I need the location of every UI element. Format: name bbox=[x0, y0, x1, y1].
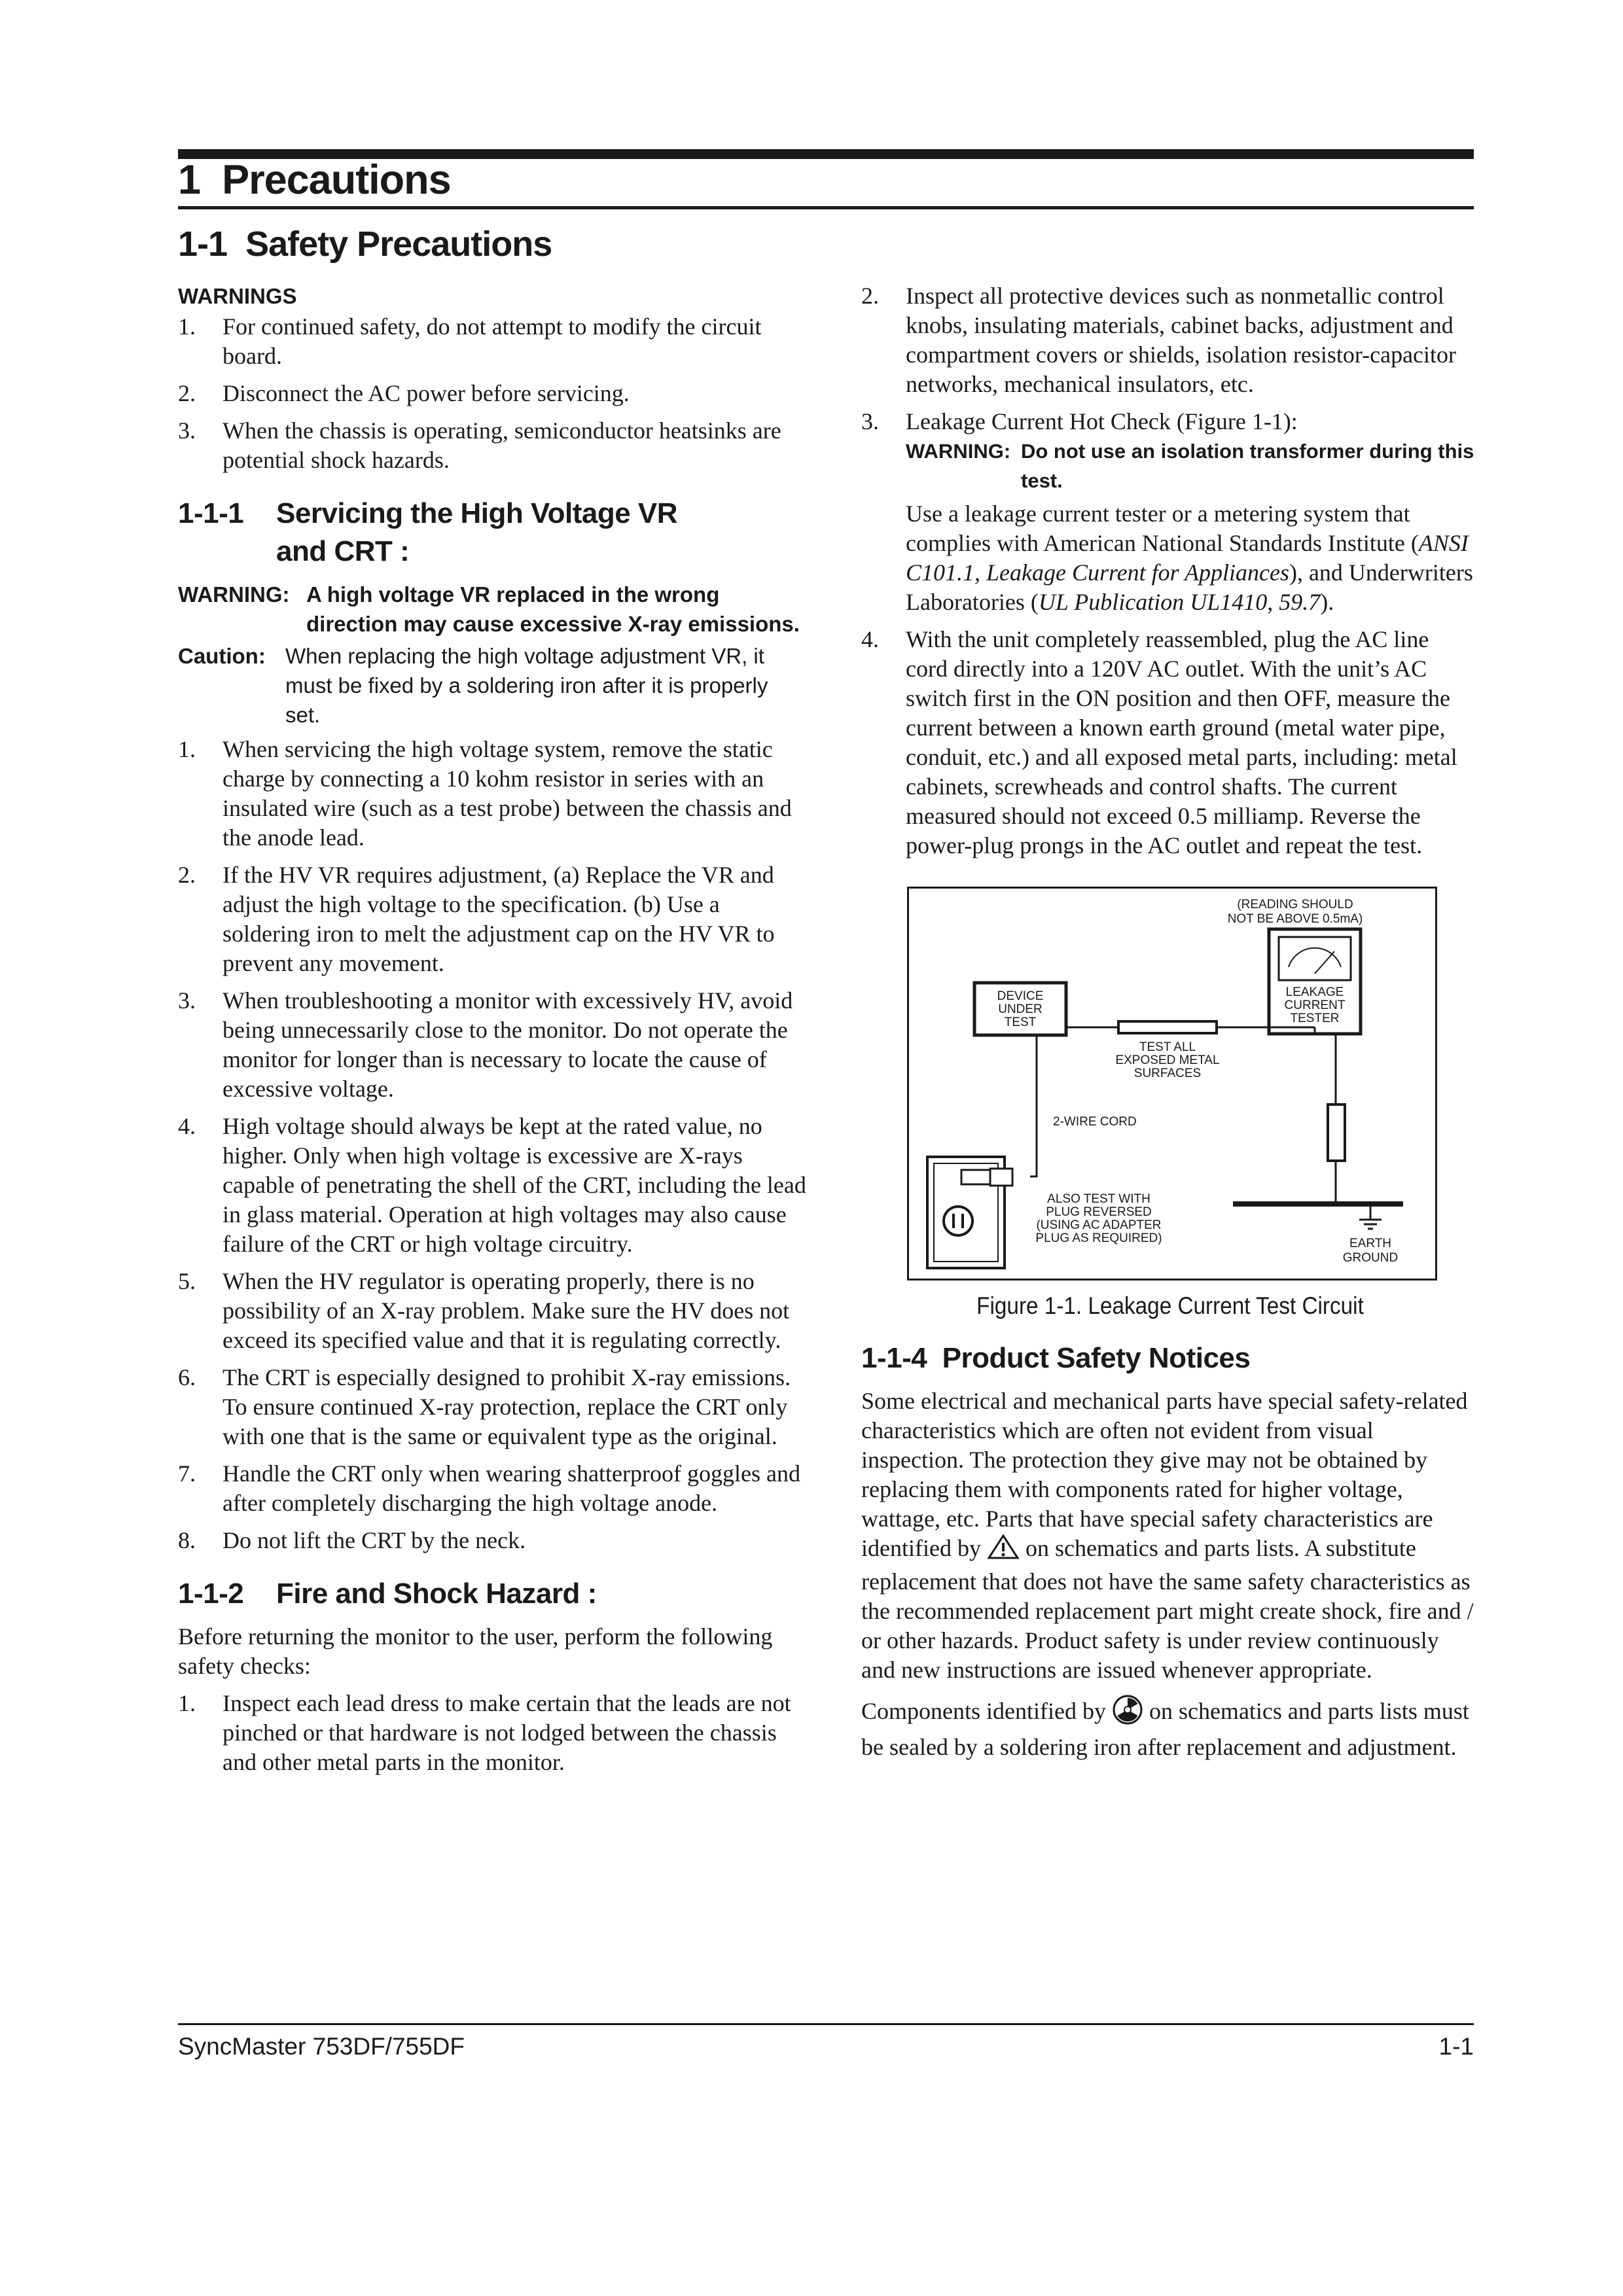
section-number: 1-1 bbox=[178, 224, 228, 264]
tester-label-line2: CURRENT bbox=[1284, 998, 1346, 1012]
cord-label: 2-WIRE CORD bbox=[1053, 1115, 1137, 1129]
hv-warning bbox=[178, 580, 806, 639]
item-text: Do not lift the CRT by the neck. bbox=[223, 1527, 526, 1553]
item-number: 5. bbox=[178, 1268, 196, 1294]
plug-body bbox=[990, 1169, 1012, 1186]
also-test-line4: PLUG AS REQUIRED) bbox=[1035, 1231, 1162, 1245]
item-text: If the HV VR requires adjustment, (a) Replace the VR and adjust the high voltage to the specification. (b) Use a soldering iron to melt the adjustment cap on the HV VR to prevent any movement. bbox=[223, 862, 775, 976]
fire-intro: Before returning the monitor to the user, perform the following safety checks: bbox=[178, 1623, 773, 1679]
list-item bbox=[178, 735, 806, 853]
ul-reference: UL Publication UL1410, 59.7 bbox=[1038, 589, 1321, 615]
warning-text: Do not use an isolation transformer during this test. bbox=[1021, 440, 1474, 492]
leakage-test-figure bbox=[907, 887, 1437, 1280]
item-number: 2. bbox=[178, 862, 196, 888]
also-test-line2: PLUG REVERSED bbox=[1046, 1205, 1152, 1219]
heading-rule bbox=[178, 206, 1474, 209]
item-text: Inspect each lead dress to make certain that the leads are not pinched or that hardware is not lodged between the chassis and other metal parts in the monitor. bbox=[223, 1690, 791, 1775]
test-probe bbox=[1118, 1021, 1217, 1033]
list-item bbox=[861, 407, 1476, 617]
ground-bar bbox=[1233, 1201, 1403, 1207]
also-test-line3: (USING AC ADAPTER bbox=[1036, 1218, 1162, 1232]
list-item bbox=[178, 860, 806, 978]
footer-model: SyncMaster 753DF/755DF bbox=[178, 2033, 465, 2060]
meter-needle bbox=[1315, 951, 1334, 974]
item-text: Inspect all protective devices such as nonmetallic control knobs, insulating materials, cabinet backs, adjustment and compartment covers or shields, isolation resistor-capacitor networks, mechanical insulators, etc. bbox=[906, 283, 1457, 397]
warnings-label: WARNINGS bbox=[178, 284, 297, 308]
meter-face bbox=[1279, 937, 1351, 980]
item-text: Disconnect the AC power before servicing. bbox=[223, 380, 630, 406]
hot-check-paragraph bbox=[906, 499, 1476, 617]
list-item bbox=[178, 1112, 806, 1259]
meter-scale bbox=[1289, 948, 1341, 967]
notices-text-2b: on schematics and parts lists must be sealed by a soldering iron after replacement and adjustment. bbox=[861, 1698, 1469, 1761]
leakage-circuit-diagram bbox=[909, 889, 1435, 1279]
item-number: 3. bbox=[178, 417, 196, 444]
item-text: For continued safety, do not attempt to modify the circuit board. bbox=[223, 313, 762, 369]
hv-caution bbox=[178, 641, 806, 730]
item-text: Handle the CRT only when wearing shatterproof goggles and after completely discharging the high voltage anode. bbox=[223, 1460, 800, 1516]
fire-list-right bbox=[861, 281, 1476, 860]
earth-label-line2: GROUND bbox=[1342, 1251, 1399, 1265]
notices-text-2a: Components identified by bbox=[861, 1698, 1106, 1724]
item-text: High voltage should always be kept at the rated value, no higher. Only when high voltage is excessive are X-rays capable of penetrating the shell of the CRT, including the lead in glass material. Operation at high voltages may also cause failure of the CRT or high voltage circuitry. bbox=[223, 1113, 806, 1257]
item-text: When the HV regulator is operating properly, there is no possibility of an X-ray problem. Make sure the HV does not exceed its specified value and that it is regulating correctly. bbox=[223, 1268, 790, 1353]
tester-label-line3: TESTER bbox=[1290, 1012, 1340, 1025]
device-label-line1: DEVICE bbox=[997, 989, 1044, 1003]
outlet-socket bbox=[944, 1207, 972, 1235]
tester-label-line1: LEAKAGE bbox=[1285, 985, 1344, 999]
list-item bbox=[178, 1689, 806, 1777]
item-number: 8. bbox=[178, 1527, 196, 1553]
list-item bbox=[861, 625, 1476, 860]
list-item bbox=[178, 1267, 806, 1355]
item-text: Leakage Current Hot Check (Figure 1-1): bbox=[906, 408, 1298, 434]
item-number: 2. bbox=[178, 380, 196, 406]
list-item bbox=[178, 379, 806, 408]
list-item bbox=[178, 1459, 806, 1518]
item-number: 7. bbox=[178, 1460, 196, 1487]
notices-paragraph-2 bbox=[861, 1694, 1476, 1762]
ansi-reference: ANSI C101.1, Leakage Current for Appliances bbox=[906, 530, 1469, 586]
earth-label-line1: EARTH bbox=[1349, 1237, 1392, 1250]
chapter-heading bbox=[178, 154, 451, 206]
warning-key: WARNING: bbox=[906, 440, 1011, 463]
item-number: 3. bbox=[861, 408, 879, 434]
chapter-title: Precautions bbox=[222, 157, 451, 203]
notices-text-1a: Some electrical and mechanical parts have special safety-related characteristics which are often not evident from visual inspection. The protection they give may not be obtained by replacing them with components rated for higher voltage, wattage, etc. Parts that have special safety characteristics are identified by bbox=[861, 1388, 1468, 1561]
notices-title: Product Safety Notices bbox=[942, 1342, 1251, 1374]
resistor bbox=[1328, 1104, 1345, 1161]
also-test-line1: ALSO TEST WITH bbox=[1047, 1192, 1150, 1206]
hv-title-line2: and CRT : bbox=[276, 535, 410, 567]
item-text: When servicing the high voltage system, remove the static charge by connecting a 10 kohm resistor in series with an insulated wire (such as a test probe) between the chassis and the anode lead. bbox=[223, 736, 792, 851]
hv-list bbox=[178, 735, 806, 1555]
section-title: Safety Precautions bbox=[245, 224, 552, 264]
item-text: With the unit completely reassembled, plug the AC line cord directly into a 120V AC outlet. With the unit’s AC switch first in the ON position and then OFF, measure the current between a known earth ground (metal water pipe, conduit, etc.) and all exposed metal parts, including: metal cabinets, screwheads and control shafts. The current measured should not exceed 0.5 milliamp. Reverse the power-plug prongs in the AC outlet and repeat the test. bbox=[906, 626, 1457, 858]
item-number: 1. bbox=[178, 736, 196, 762]
section-heading bbox=[178, 218, 552, 270]
fire-number: 1-1-2 bbox=[178, 1578, 244, 1610]
notices-number: 1-1-4 bbox=[861, 1342, 927, 1374]
footer-page-number: 1-1 bbox=[1438, 2033, 1474, 2060]
warnings-list bbox=[178, 312, 806, 475]
reading-note-line1: (READING SHOULD bbox=[1237, 898, 1353, 911]
chapter-number: 1 bbox=[178, 157, 201, 203]
hv-title-line1: Servicing the High Voltage VR bbox=[276, 497, 678, 529]
warning-key: WARNING: bbox=[178, 582, 290, 607]
notices-heading bbox=[861, 1339, 1476, 1377]
caution-key: Caution: bbox=[178, 644, 266, 668]
list-item bbox=[178, 986, 806, 1104]
item-number: 2. bbox=[861, 283, 879, 309]
item-number: 4. bbox=[178, 1113, 196, 1139]
caution-text: When replacing the high voltage adjustment VR, it must be fixed by a soldering iron after it is properly set. bbox=[285, 644, 768, 727]
fire-list-left bbox=[178, 1689, 806, 1777]
hot-check-text-3: ). bbox=[1320, 589, 1334, 615]
two-wire-cord bbox=[1030, 1035, 1037, 1176]
item-text: When the chassis is operating, semiconductor heatsinks are potential shock hazards. bbox=[223, 417, 781, 473]
hot-check-text-2: ), and Underwriters Laboratories ( bbox=[906, 559, 1473, 615]
list-item bbox=[178, 1526, 806, 1555]
test-all-line1: TEST ALL bbox=[1139, 1040, 1196, 1054]
figure-caption: Figure 1-1. Leakage Current Test Circuit bbox=[976, 1292, 1364, 1319]
list-item bbox=[178, 312, 806, 371]
radiation-icon bbox=[1112, 1694, 1143, 1733]
hv-heading bbox=[178, 495, 806, 571]
footer-rule bbox=[178, 2023, 1474, 2025]
item-number: 1. bbox=[178, 313, 196, 340]
hv-number: 1-1-1 bbox=[178, 497, 244, 529]
list-item bbox=[178, 1363, 806, 1451]
device-label-line3: TEST bbox=[1004, 1016, 1037, 1029]
hot-check-warning bbox=[906, 436, 1476, 495]
right-column bbox=[861, 281, 1476, 1762]
notices-text-1b: on schematics and parts lists. A substitute replacement that does not have the same safety characteristics as the recommended replacement part might create shock, fire and / or other hazards. Product safety is under review continuously and new instructions are issued whenever appropriate. bbox=[861, 1535, 1474, 1684]
item-number: 6. bbox=[178, 1364, 196, 1390]
item-text: The CRT is especially designed to prohibit X-ray emissions. To ensure continued X-ray protection, replace the CRT only with one that is the same or equivalent type as the original. bbox=[223, 1364, 791, 1449]
item-number: 1. bbox=[178, 1690, 196, 1716]
left-column bbox=[178, 281, 806, 1785]
fire-heading bbox=[178, 1575, 806, 1613]
warning-text: A high voltage VR replaced in the wrong direction may cause excessive X-ray emissions. bbox=[306, 582, 800, 636]
test-all-line2: EXPOSED METAL bbox=[1115, 1053, 1220, 1067]
item-text: When troubleshooting a monitor with excessively HV, avoid being unnecessarily close to the monitor. Do not operate the monitor for longer than is necessary to locate the cause of excessive voltage. bbox=[223, 987, 793, 1102]
list-item bbox=[178, 416, 806, 475]
test-all-line3: SURFACES bbox=[1133, 1067, 1202, 1080]
item-number: 3. bbox=[178, 987, 196, 1014]
notices-paragraph-1 bbox=[861, 1386, 1476, 1685]
item-number: 4. bbox=[861, 626, 879, 652]
reading-note-line2: NOT BE ABOVE 0.5mA) bbox=[1227, 912, 1363, 926]
fire-title: Fire and Shock Hazard : bbox=[276, 1578, 597, 1610]
hot-check-text-1: Use a leakage current tester or a metering system that complies with American National Standards Institute ( bbox=[906, 501, 1419, 556]
device-label-line2: UNDER bbox=[998, 1002, 1043, 1016]
warning-triangle-icon bbox=[987, 1534, 1020, 1567]
list-item bbox=[861, 281, 1476, 399]
